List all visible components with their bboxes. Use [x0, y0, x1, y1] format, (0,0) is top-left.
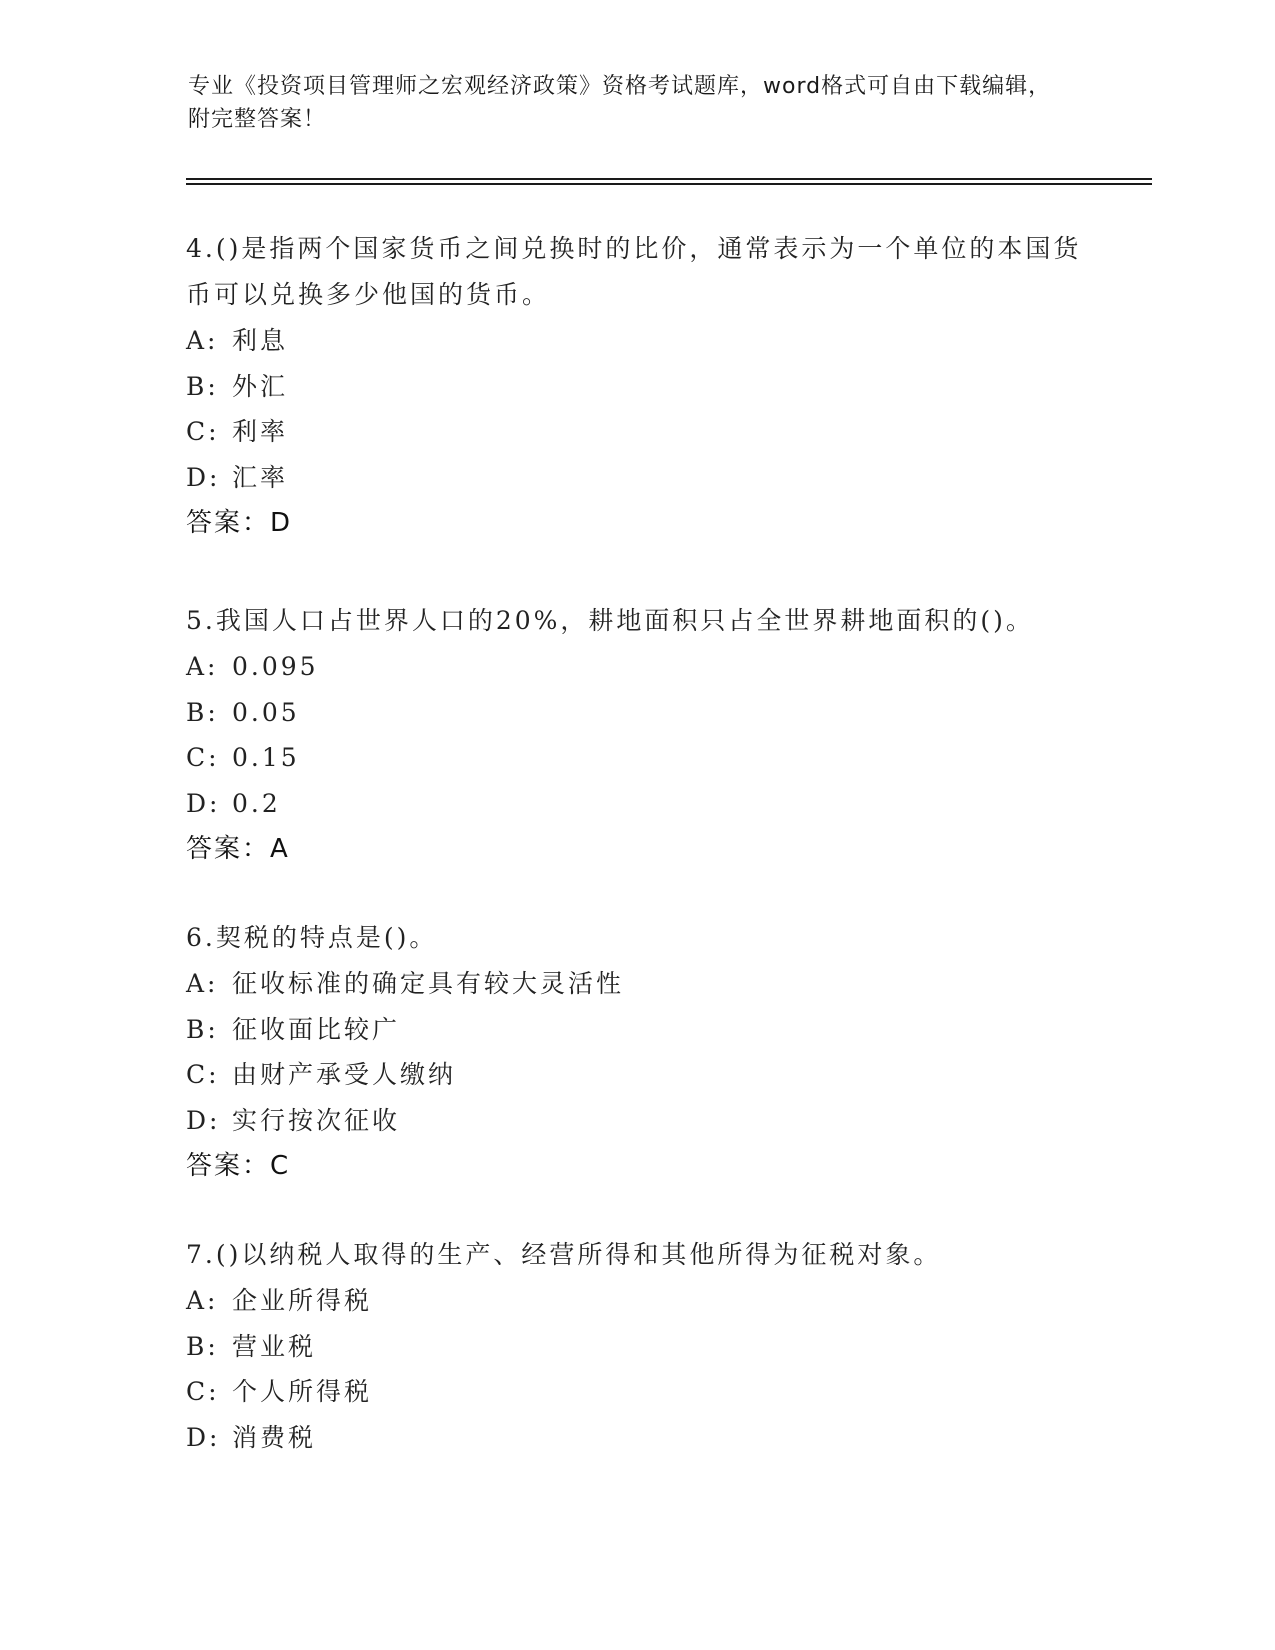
option-key: C: [186, 417, 220, 446]
option-key: B: [186, 1331, 219, 1361]
option-text: 利息 [232, 326, 289, 355]
option-d [186, 1098, 1086, 1144]
option-text: 实行按次征收 [232, 1105, 401, 1135]
option-c [186, 735, 1086, 781]
option-text: 0.15 [232, 743, 300, 772]
answer: 答案：A [186, 834, 290, 864]
option-a [186, 318, 1086, 364]
option-key: B: [186, 371, 219, 401]
option-text: 个人所得税 [232, 1377, 373, 1406]
header-divider-top [186, 178, 1152, 180]
option-a [186, 961, 1086, 1007]
question-title: 7.()以纳税人取得的生产、经营所得和其他所得为征税对象。 [186, 1240, 942, 1269]
question-4 [186, 226, 1086, 546]
option-key: B: [186, 1014, 219, 1044]
question-title: 5.我国人口占世界人口的20%，耕地面积只占全世界耕地面积的()。 [186, 606, 1034, 635]
question-6 [186, 915, 1086, 1189]
option-c [186, 1369, 1086, 1415]
option-text: 征收标准的确定具有较大灵活性 [232, 969, 625, 998]
question-title: 4.()是指两个国家货币之间兑换时的比价，通常表示为一个单位的本国货币可以兑换多少他国的货币。 [186, 234, 1082, 309]
option-key: C: [186, 1060, 220, 1089]
document-header: 专业《投资项目管理师之宏观经济政策》资格考试题库，word格式可自由下载编辑，附完整答案！ [188, 74, 1052, 132]
question-title: 6.契税的特点是()。 [186, 923, 438, 952]
option-key: D: [186, 462, 221, 492]
question-5 [186, 598, 1086, 872]
option-text: 利率 [232, 417, 289, 446]
option-b [186, 690, 1086, 736]
option-d [186, 455, 1086, 501]
option-text: 企业所得税 [232, 1286, 373, 1315]
option-b [186, 1324, 1086, 1370]
option-a [186, 644, 1086, 690]
option-key: B: [186, 697, 219, 727]
option-text: 消费税 [232, 1422, 317, 1452]
option-key: D: [186, 1422, 221, 1452]
option-text: 0.05 [232, 697, 300, 727]
option-b [186, 1007, 1086, 1053]
option-text: 营业税 [232, 1331, 317, 1361]
question-7 [186, 1232, 1086, 1460]
option-key: A: [186, 652, 219, 681]
option-text: 汇率 [232, 462, 289, 492]
option-key: C: [186, 743, 220, 772]
answer: 答案：D [186, 508, 293, 538]
option-b [186, 364, 1086, 410]
option-text: 0.095 [232, 652, 319, 681]
option-key: D: [186, 1105, 221, 1135]
option-key: A: [186, 1286, 219, 1315]
option-a [186, 1278, 1086, 1324]
option-text: 0.2 [232, 788, 281, 818]
option-key: C: [186, 1377, 220, 1406]
option-text: 由财产承受人缴纳 [232, 1060, 457, 1089]
answer: 答案：C [186, 1151, 291, 1181]
option-c [186, 1052, 1086, 1098]
option-c [186, 409, 1086, 455]
option-key: A: [186, 326, 219, 355]
option-text: 外汇 [232, 371, 289, 401]
header-divider-bottom [186, 183, 1152, 185]
option-d [186, 781, 1086, 827]
option-text: 征收面比较广 [232, 1014, 401, 1044]
option-key: D: [186, 788, 221, 818]
option-key: A: [186, 969, 219, 998]
option-d [186, 1415, 1086, 1461]
